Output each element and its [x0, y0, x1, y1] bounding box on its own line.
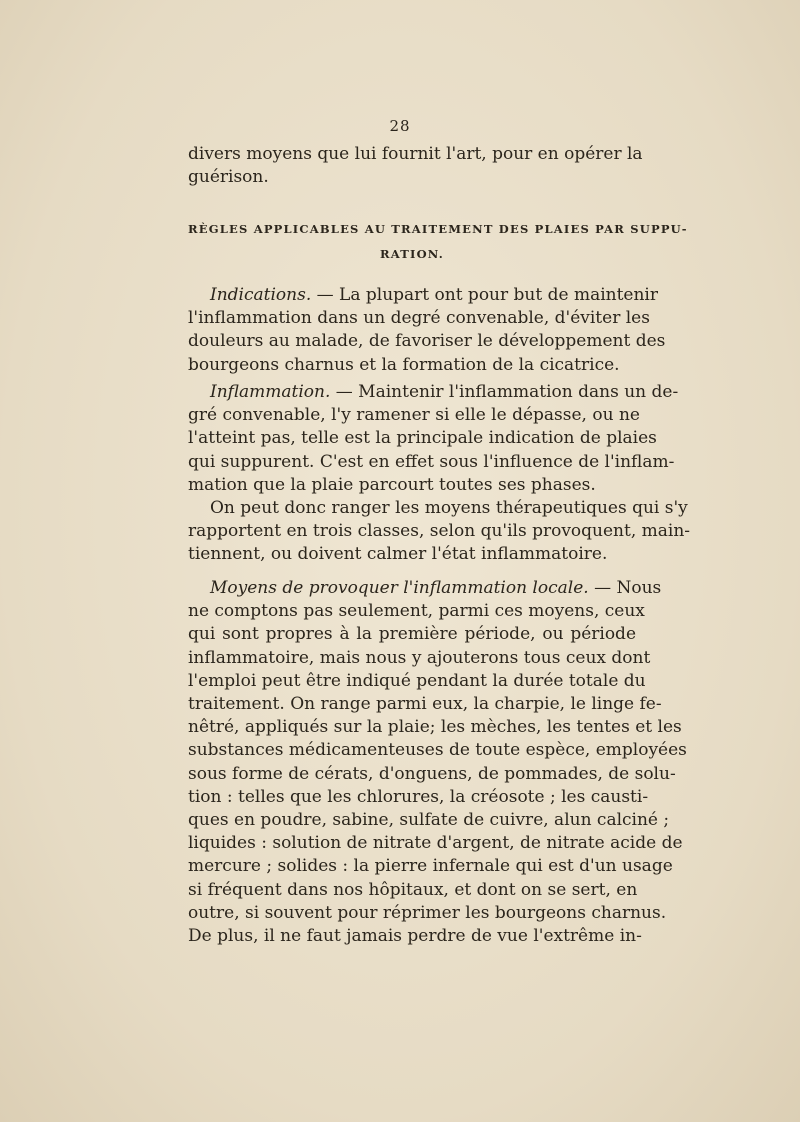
text-fragment: — La plupart ont pour but de maintenir: [311, 285, 658, 305]
text-line: tion : telles que les chlorures, la créosote ; les causti-: [188, 786, 649, 807]
text-line: mercure ; solides : la pierre infernale qui est d'un usage: [188, 856, 673, 877]
intro-paragraph: [188, 143, 643, 189]
inflammation-title: Inflammation.: [210, 382, 331, 402]
text-line: [188, 284, 658, 307]
text-line: traitement. On range parmi eux, la charpie, le linge fe-: [188, 694, 662, 715]
text-line: guérison.: [188, 167, 269, 188]
text-line: l'inflammation dans un degré convenable, d'éviter les: [188, 308, 650, 329]
text-line: outre, si souvent pour réprimer les bourgeons charnus.: [188, 902, 667, 923]
text-line: rapportent en trois classes, selon qu'ils provoquent, main-: [188, 521, 691, 542]
text-line: [188, 381, 679, 404]
text-line: douleurs au malade, de favoriser le développement des: [188, 331, 666, 352]
page-number: 28: [389, 117, 411, 135]
text-fragment: — Nous: [588, 578, 662, 598]
text-line: bourgeons charnus et la formation de la cicatrice.: [188, 354, 620, 375]
text-line: mation que la plaie parcourt toutes ses phases.: [188, 474, 596, 495]
text-line: nêtré, appliqués sur la plaie; les mèches, les tentes et les: [188, 717, 682, 738]
text-line: si fréquent dans nos hôpitaux, et dont on se sert, en: [188, 879, 638, 900]
text-line: On peut donc ranger les moyens thérapeutiques qui s'y: [210, 498, 688, 519]
heading-line: RÈGLES APPLICABLES AU TRAITEMENT DES PLAIES PAR SUPPU-: [188, 222, 688, 236]
text-line: inflammatoire, mais nous y ajouterons tous ceux dont: [188, 647, 651, 668]
text-line: divers moyens que lui fournit l'art, pour en opérer la: [188, 144, 643, 164]
text-line: sous forme de cérats, d'onguens, de pommades, de solu-: [188, 763, 676, 784]
text-fragment: — Maintenir l'inflammation dans un de-: [330, 382, 679, 402]
indications-title: Indications.: [210, 285, 312, 305]
text-line: qui suppurent. C'est en effet sous l'influence de l'inflam-: [188, 451, 675, 472]
text-line: ques en poudre, sabine, sulfate de cuivre, alun calciné ;: [188, 810, 670, 831]
text-line: [188, 577, 662, 600]
text-line: qui sont propres à la première période, ou période: [188, 624, 636, 645]
text-line: De plus, il ne faut jamais perdre de vue l'extrême in-: [188, 926, 642, 947]
text-line: gré convenable, l'y ramener si elle le dépasse, ou ne: [188, 405, 640, 426]
text-line: ne comptons pas seulement, parmi ces moyens, ceux: [188, 601, 645, 622]
text-line: substances médicamenteuses de toute espèce, employées: [188, 740, 687, 761]
indications-paragraph: [188, 284, 666, 377]
moyens-paragraph: [188, 577, 687, 948]
moyens-title: Moyens de provoquer l'inflammation locale.: [210, 578, 589, 598]
text-line: l'atteint pas, telle est la principale indication de plaies: [188, 428, 657, 449]
inflammation-paragraph: [188, 381, 691, 567]
text-line: liquides : solution de nitrate d'argent, de nitrate acide de: [188, 833, 683, 854]
text-line: l'emploi peut être indiqué pendant la durée totale du: [188, 670, 646, 691]
section-heading: [188, 217, 688, 267]
text-line: tiennent, ou doivent calmer l'état inflammatoire.: [188, 544, 608, 565]
heading-line: RATION.: [380, 247, 444, 261]
